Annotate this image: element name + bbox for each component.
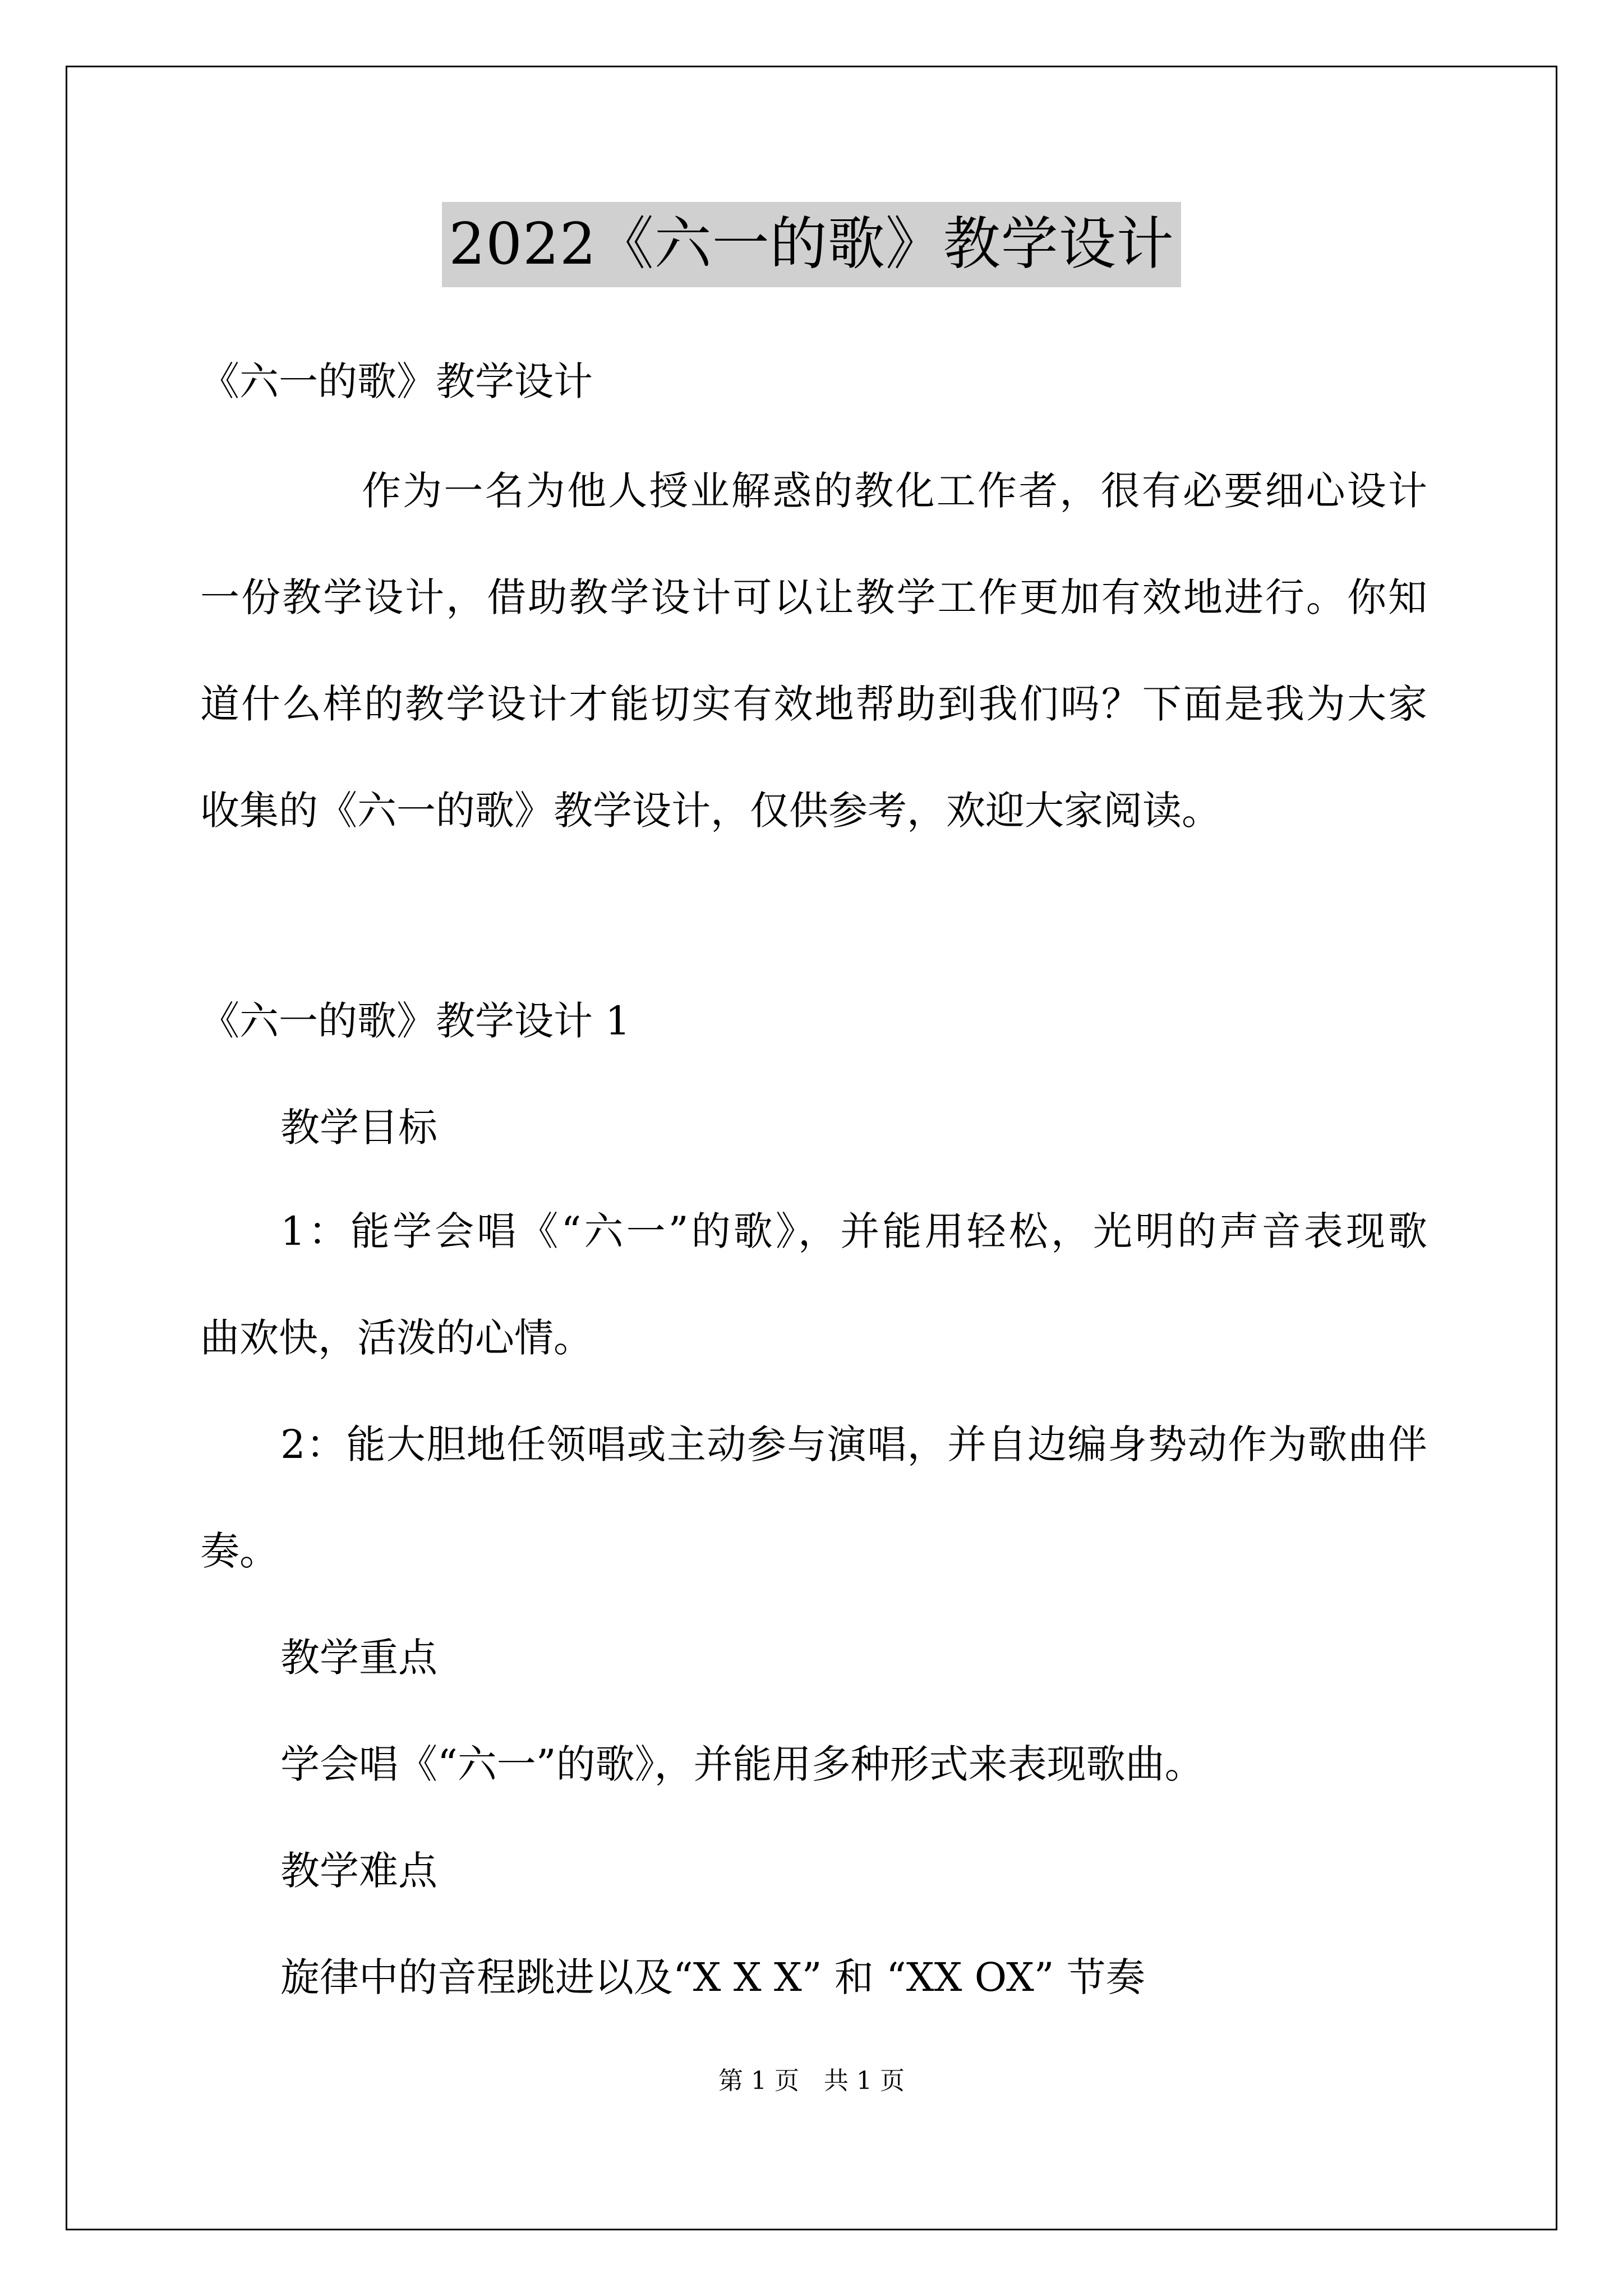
document-title: 2022《六一的歌》教学设计 (442, 202, 1181, 287)
section-heading: 《六一的歌》教学设计 1 (200, 998, 630, 1044)
paragraph-line: 一份教学设计，借助教学设计可以让教学工作更加有效地进行。你知 (200, 574, 1427, 620)
paragraph-line: 收集的《六一的歌》教学设计，仅供参考，欢迎大家阅读。 (200, 788, 1221, 834)
heading-teaching-goals: 教学目标 (280, 1105, 437, 1151)
page-footer: 第 1 页 共 1 页 (718, 2067, 905, 2095)
heading-key-points: 教学重点 (280, 1635, 437, 1681)
heading-difficulties: 教学难点 (280, 1848, 437, 1894)
paragraph-line: 学会唱《“六一”的歌》，并能用多种形式来表现歌曲。 (280, 1741, 1204, 1787)
paragraph-line: 道什么样的教学设计才能切实有效地帮助到我们吗？下面是我为大家 (200, 681, 1427, 727)
paragraph-line: 1：能学会唱《“六一”的歌》，并能用轻松，光明的声音表现歌 (280, 1208, 1427, 1254)
paragraph-line: 曲欢快，活泼的心情。 (200, 1315, 593, 1361)
paragraph-line: 2：能大胆地任领唱或主动参与演唱，并自边编身势动作为歌曲伴 (280, 1421, 1427, 1467)
paragraph-line: 奏。 (200, 1528, 279, 1574)
paragraph-line: 作为一名为他人授业解惑的教化工作者，很有必要细心设计 (362, 468, 1427, 514)
subtitle-line: 《六一的歌》教学设计 (200, 358, 593, 404)
title-container (0, 202, 1623, 287)
paragraph-line: 旋律中的音程跳进以及“X X X” 和 “XX OX” 节奏 (280, 1954, 1145, 2000)
